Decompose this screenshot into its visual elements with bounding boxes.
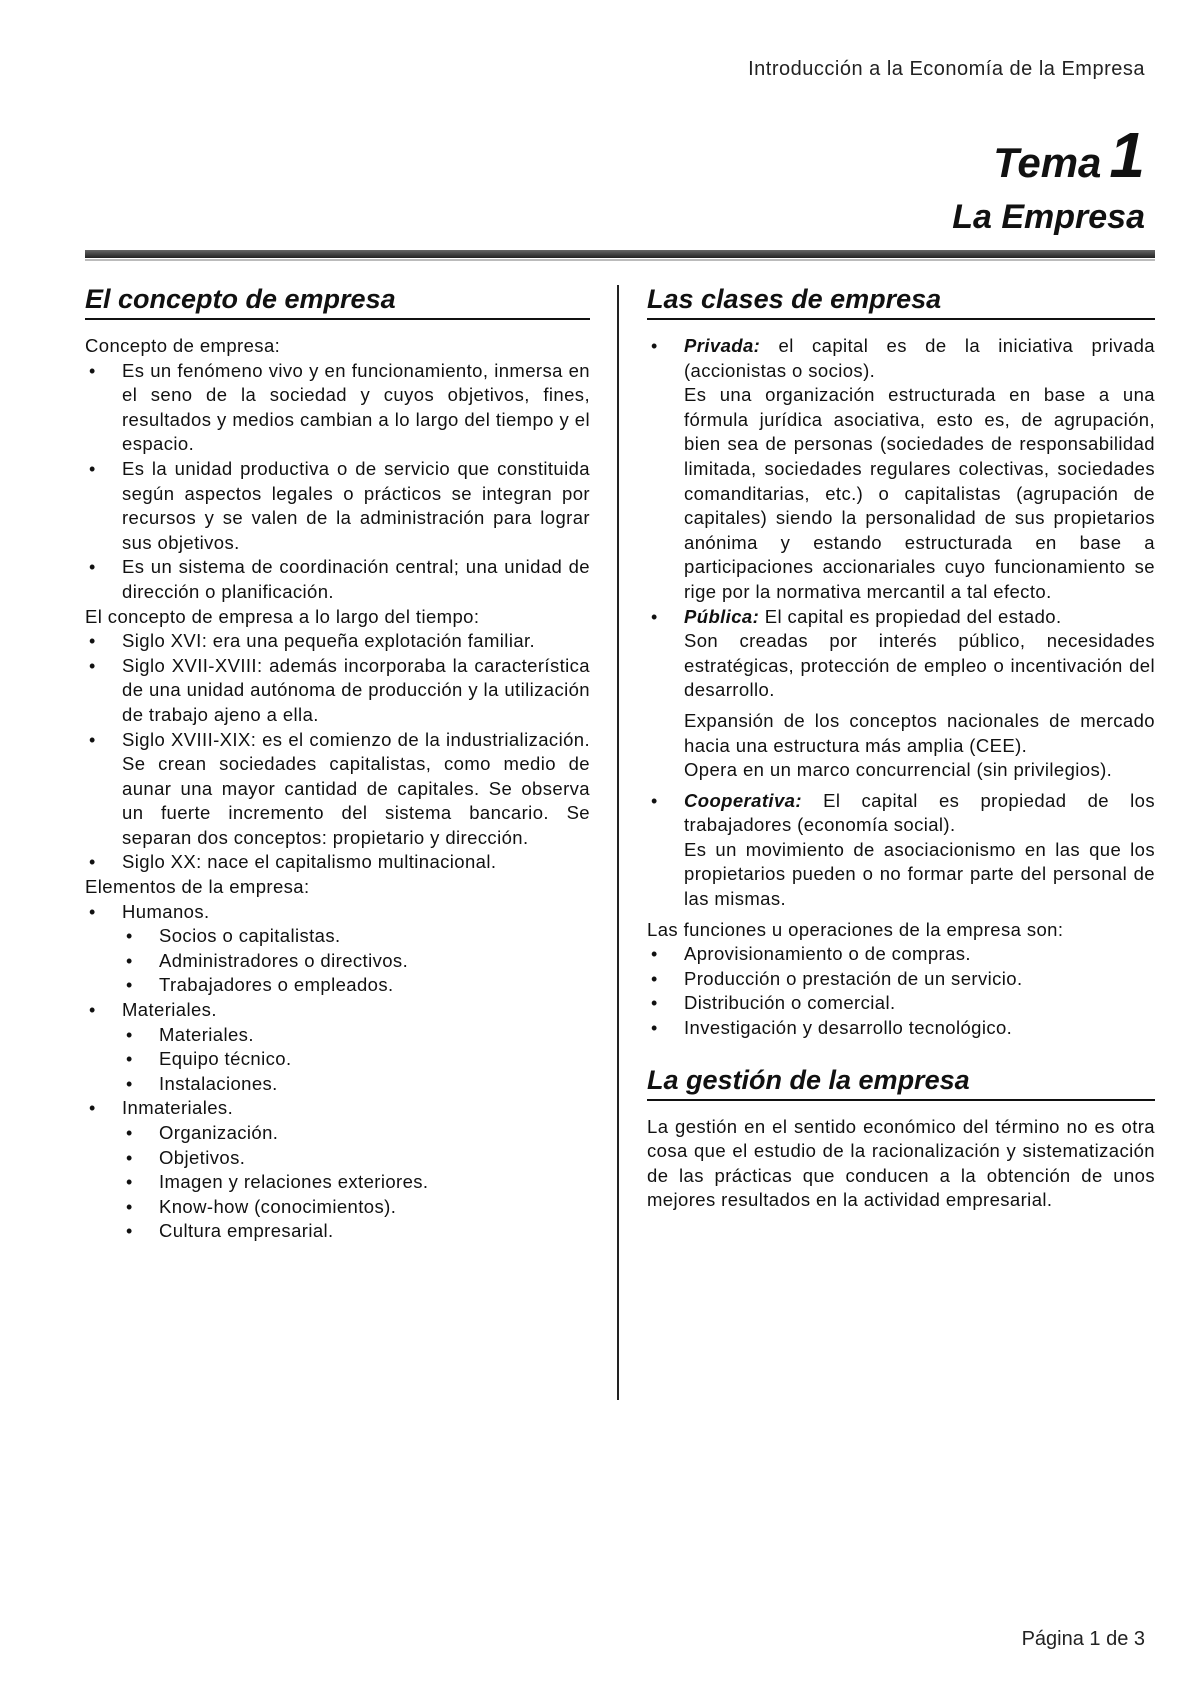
- concept-intro: Concepto de empresa:: [85, 335, 281, 356]
- class-lead-text: El capital es propiedad de los trabajadores (economía social).: [684, 789, 1155, 836]
- list-item: • Cultura empresarial.: [122, 1219, 590, 1244]
- class-lead: [684, 605, 1155, 630]
- list-item: • Producción o prestación de un servicio.: [647, 967, 1155, 992]
- elements-group-humanos: [85, 900, 590, 998]
- list-item: • Know-how (conocimientos).: [122, 1195, 590, 1220]
- concept-list: [85, 359, 590, 605]
- list-item: • Siglo XVIII-XIX: es el comienzo de la industrialización. Se crean sociedades capitalistas, como medio de aunar una mayor cantidad de capitales. Se observa un fuerte incremento del sistema bancario. Se separan dos conceptos: propietario y dirección.: [85, 728, 590, 851]
- sub-list: [122, 924, 590, 998]
- class-term: Pública:: [684, 605, 760, 627]
- page-number: Página 1 de 3: [1021, 1628, 1145, 1650]
- functions-intro: Las funciones u operaciones de la empresa son:: [647, 918, 1064, 940]
- classes-list: [647, 334, 1155, 912]
- class-paragraph: Son creadas por interés público, necesidades estratégicas, protección de empleo o incentivación del desarrollo.: [684, 630, 1155, 701]
- class-paragraph: Es un movimiento de asociacionismo en las que los propietarios pueden o no formar parte del personal de las mismas.: [684, 838, 1155, 910]
- class-lead: [684, 334, 1155, 383]
- chapter-title: [993, 118, 1145, 192]
- elements-list: [85, 900, 590, 1244]
- column-divider: [617, 285, 619, 1400]
- list-item: • Organización.: [122, 1121, 590, 1146]
- section-heading-clases: Las clases de empresa: [647, 282, 1155, 320]
- list-item: • Siglo XVI: era una pequeña explotación familiar.: [85, 629, 590, 654]
- list-item: • Imagen y relaciones exteriores.: [122, 1170, 590, 1195]
- class-lead: [684, 789, 1155, 838]
- list-item: • Investigación y desarrollo tecnológico.: [647, 1016, 1155, 1041]
- class-paragraph: Expansión de los conceptos nacionales de mercado hacia una estructura más amplia (CEE).: [684, 709, 1155, 756]
- list-item: • Objetivos.: [122, 1146, 590, 1171]
- list-item: • Equipo técnico.: [122, 1047, 590, 1072]
- class-paragraph: Opera en un marco concurrencial (sin privilegios).: [684, 759, 1113, 781]
- list-item: • Distribución o comercial.: [647, 991, 1155, 1016]
- class-term: Privada:: [684, 335, 761, 356]
- elements-group-materiales: [85, 998, 590, 1096]
- class-publica: [647, 605, 1155, 783]
- class-privada: [647, 334, 1155, 605]
- elements-intro: Elementos de la empresa:: [85, 876, 310, 898]
- class-cooperativa: [647, 789, 1155, 912]
- list-item: • Es la unidad productiva o de servicio que constituida según aspectos legales o prácticos se integran por recursos y se valen de la administración para lograr sus objetivos.: [85, 457, 590, 555]
- list-item: • Es un fenómeno vivo y en funcionamiento, inmersa en el seno de la sociedad y cuyos objetivos, fines, resultados y medios cambian a lo largo del tiempo y el espacio.: [85, 359, 590, 457]
- header-rule: [85, 250, 1155, 258]
- class-lead-text: el capital es de la iniciativa privada (accionistas o socios).: [684, 335, 1155, 381]
- elements-group-inmateriales: [85, 1096, 590, 1244]
- sub-list: [122, 1023, 590, 1097]
- functions-list: [647, 942, 1155, 1040]
- section-heading-gestion: La gestión de la empresa: [647, 1063, 1155, 1101]
- list-item: • Instalaciones.: [122, 1072, 590, 1097]
- header-rule-shadow: [85, 259, 1155, 261]
- class-term: Cooperativa:: [684, 789, 802, 811]
- group-label: Humanos.: [122, 900, 210, 922]
- list-item: • Socios o capitalistas.: [122, 924, 590, 949]
- left-column: [85, 282, 590, 1244]
- list-item: • Siglo XVII-XVIII: además incorporaba la característica de una unidad autónoma de producción y la utilización de trabajo ajeno a ella.: [85, 654, 590, 728]
- chapter-number: 1: [1109, 119, 1145, 191]
- group-label: Inmateriales.: [122, 1097, 234, 1119]
- history-list: [85, 629, 590, 875]
- list-item: • Materiales.: [122, 1023, 590, 1048]
- chapter-label: Tema: [993, 139, 1102, 186]
- list-item: • Trabajadores o empleados.: [122, 973, 590, 998]
- list-item: • Siglo XX: nace el capitalismo multinacional.: [85, 850, 590, 875]
- running-header-title: Introducción a la Economía de la Empresa: [748, 58, 1145, 80]
- right-column: [647, 282, 1155, 1213]
- sub-list: [122, 1121, 590, 1244]
- class-paragraph: Es una organización estructurada en base a una fórmula jurídica asociativa, esto es, de agrupación, bien sea de personas (sociedades de responsabilidad limitada, sociedades regulares colectivas, sociedades comanditarias, etc.) o capitalistas (agrupación de capitales) siendo la personalidad de sus propietarios anónima y estando estructurada en base a participaciones accionariales cuyo funcionamiento se rige por la normativa mercantil a tal efecto.: [684, 384, 1155, 602]
- gestion-text: La gestión en el sentido económico del término no es otra cosa que el estudio de la racionalización y sistematización de las prácticas que conducen a la obtención de unos mejores resultados en la actividad empresarial.: [647, 1115, 1155, 1211]
- list-item: • Es un sistema de coordinación central; una unidad de dirección o planificación.: [85, 555, 590, 604]
- history-intro: El concepto de empresa a lo largo del tiempo:: [85, 605, 480, 627]
- list-item: • Administradores o directivos.: [122, 949, 590, 974]
- chapter-subtitle: La Empresa: [952, 198, 1145, 236]
- list-item: • Aprovisionamiento o de compras.: [647, 942, 1155, 967]
- section-heading-concepto: El concepto de empresa: [85, 282, 590, 320]
- class-lead-text: El capital es propiedad del estado.: [759, 605, 1062, 627]
- group-label: Materiales.: [122, 999, 217, 1021]
